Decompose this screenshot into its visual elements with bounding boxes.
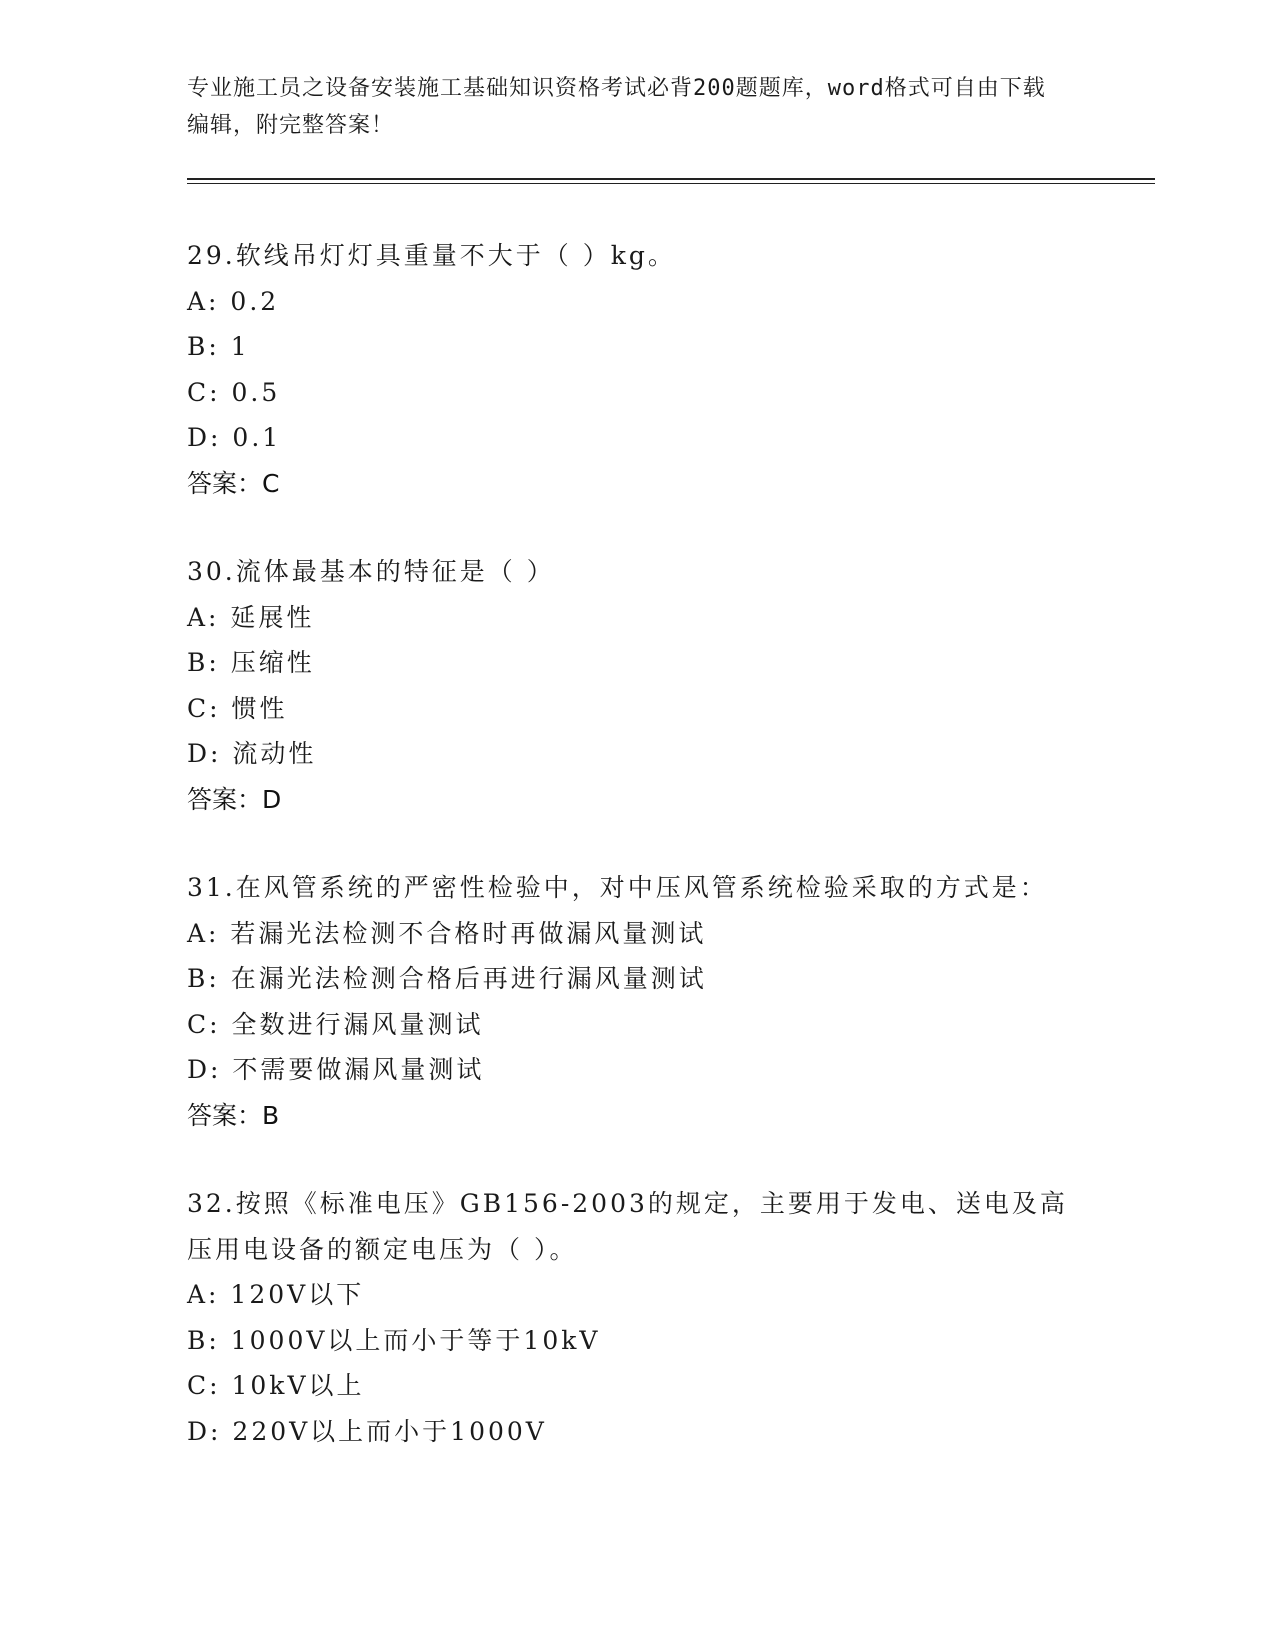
option-b: B: 1 xyxy=(187,332,250,361)
question-title: 32.按照《标准电压》GB156-2003的规定，主要用于发电、送电及高压用电设备的额定电压为（ ）。 xyxy=(187,1189,1068,1264)
option-a: A: 延展性 xyxy=(187,602,315,632)
option-a: A: 120V以下 xyxy=(187,1280,365,1309)
option-a: A: 若漏光法检测不合格时再做漏风量测试 xyxy=(187,918,707,948)
question-title: 31.在风管系统的严密性检验中，对中压风管系统检验采取的方式是： xyxy=(187,873,1048,902)
header-divider-thin xyxy=(187,183,1155,184)
answer-value: D xyxy=(262,784,282,814)
answer-label: 答案： xyxy=(187,468,263,498)
option-d: D: 220V以上而小于1000V xyxy=(187,1416,547,1446)
document-header: 专业施工员之设备安装施工基础知识资格考试必背200题题库，word格式可自由下载编辑，附完整答案！ xyxy=(187,76,1046,138)
question-title: 30.流体最基本的特征是（ ） xyxy=(187,557,555,586)
option-c: C: 惯性 xyxy=(187,693,288,723)
answer-line xyxy=(187,777,1147,823)
question-30 xyxy=(187,549,1147,822)
option-b: B: 压缩性 xyxy=(187,648,315,677)
question-31 xyxy=(187,865,1147,1138)
answer-line xyxy=(187,1093,1147,1139)
option-c: C: 全数进行漏风量测试 xyxy=(187,1009,484,1039)
answer-label: 答案： xyxy=(187,784,263,814)
header-divider-thick xyxy=(187,178,1155,180)
question-32 xyxy=(187,1181,1147,1454)
answer-value: B xyxy=(262,1100,280,1130)
question-29 xyxy=(187,233,1147,506)
option-d: D: 流动性 xyxy=(187,739,317,768)
option-d: D: 不需要做漏风量测试 xyxy=(187,1055,485,1084)
answer-label: 答案： xyxy=(187,1100,263,1130)
option-b: B: 1000V以上而小于等于10kV xyxy=(187,1325,601,1355)
option-c: C: 0.5 xyxy=(187,377,281,407)
question-list xyxy=(187,233,1147,1497)
option-c: C: 10kV以上 xyxy=(187,1371,365,1400)
question-title: 29.软线吊灯灯具重量不大于（ ）kg。 xyxy=(187,241,676,270)
answer-value: C xyxy=(262,468,280,498)
answer-line xyxy=(187,461,1147,507)
option-a: A: 0.2 xyxy=(187,286,280,316)
option-b: B: 在漏光法检测合格后再进行漏风量测试 xyxy=(187,964,707,993)
option-d: D: 0.1 xyxy=(187,423,282,452)
